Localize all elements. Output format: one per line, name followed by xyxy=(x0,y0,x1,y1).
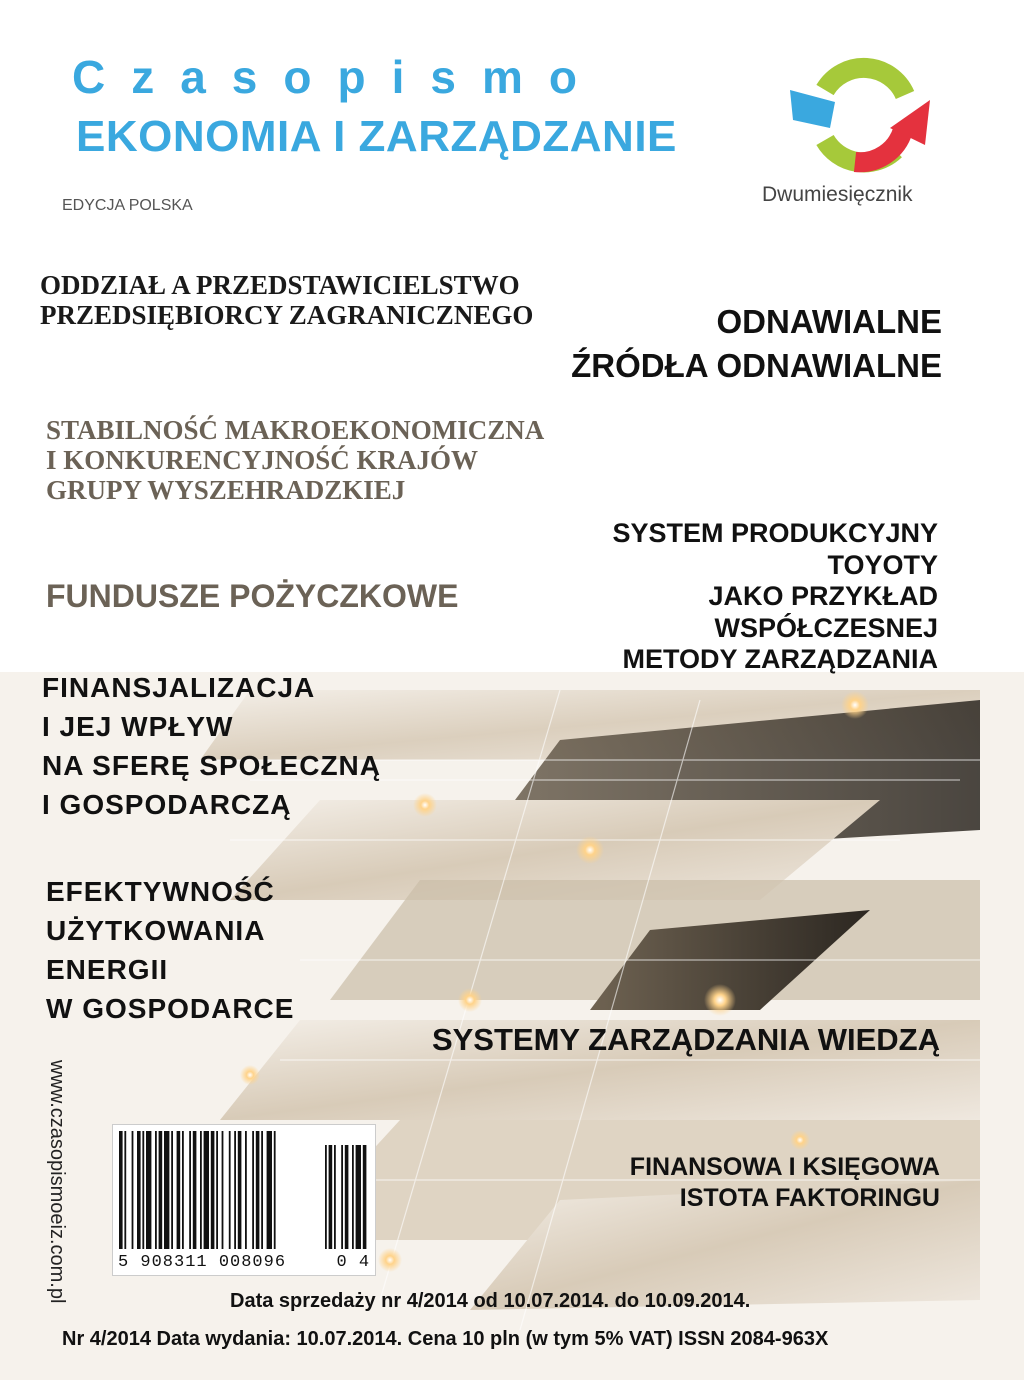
article-financialization-line: FINANSJALIZACJA xyxy=(42,672,316,703)
article-renewable-line: ŹRÓDŁA ODNAWIALNE xyxy=(571,347,942,384)
article-toyota-line: WSPÓŁCZESNEJ xyxy=(714,612,938,643)
article-branch xyxy=(40,270,533,330)
article-financialization-line: I GOSPODARCZĄ xyxy=(42,789,292,820)
article-branch-line: PRZEDSIĘBIORCY ZAGRANICZNEGO xyxy=(40,300,534,330)
article-toyota-line: TOYOTY xyxy=(827,549,938,580)
article-energy-line: W GOSPODARCE xyxy=(46,993,295,1024)
article-stability-line: I KONKURENCYJNOŚĆ KRAJÓW xyxy=(46,445,479,475)
article-energy-line: ENERGII xyxy=(46,954,169,985)
article-financialization-line: NA SFERĘ SPOŁECZNĄ xyxy=(42,750,381,781)
circular-arrows-logo-icon xyxy=(785,50,935,180)
article-stability-line: STABILNOŚĆ MAKROEKONOMICZNA xyxy=(46,415,545,445)
article-energy-line: EFEKTYWNOŚĆ xyxy=(46,876,275,907)
barcode-main-number: 5 908311 008096 xyxy=(118,1253,287,1272)
barcode-addon-number: 0 4 xyxy=(336,1253,371,1272)
magazine-title: EKONOMIA I ZARZĄDZANIE xyxy=(76,112,677,161)
article-branch-line: ODDZIAŁ A PRZEDSTAWICIELSTWO xyxy=(40,270,520,300)
article-loan-funds: FUNDUSZE POŻYCZKOWE xyxy=(46,578,459,614)
article-knowledge: SYSTEMY ZARZĄDZANIA WIEDZĄ xyxy=(431,1022,940,1057)
article-financialization xyxy=(42,668,381,824)
article-energy-line: UŻYTKOWANIA xyxy=(46,915,266,946)
article-stability xyxy=(46,415,544,505)
frequency-label: Dwumiesięcznik xyxy=(762,183,913,206)
article-factoring xyxy=(630,1152,940,1214)
article-toyota xyxy=(612,518,938,676)
article-renewable-line: ODNAWIALNE xyxy=(716,303,942,340)
article-energy xyxy=(46,872,294,1028)
magazine-word: Czasopismo xyxy=(72,51,603,103)
sale-dates: Data sprzedaży nr 4/2014 od 10.07.2014. do 10.09.2014. xyxy=(230,1290,751,1312)
article-stability-line: GRUPY WYSZEHRADZKIEJ xyxy=(46,475,406,505)
issue-info: Nr 4/2014 Data wydania: 10.07.2014. Cena 10 pln (w tym 5% VAT) ISSN 2084-963X xyxy=(62,1328,829,1350)
website-url xyxy=(42,1060,72,1320)
barcode-number xyxy=(118,1253,370,1272)
article-toyota-line: SYSTEM PRODUKCYJNY xyxy=(612,518,938,548)
edition-label: EDYCJA POLSKA xyxy=(62,197,193,214)
article-financialization-line: I JEJ WPŁYW xyxy=(42,711,234,742)
article-toyota-line: JAKO PRZYKŁAD xyxy=(708,581,938,611)
website-url-text: www.czasopismoeiz.com.pl xyxy=(46,1060,68,1304)
article-toyota-line: METODY ZARZĄDZANIA xyxy=(622,644,938,674)
article-renewable xyxy=(571,300,942,388)
article-factoring-line: ISTOTA FAKTORINGU xyxy=(679,1184,940,1212)
article-factoring-line: FINANSOWA I KSIĘGOWA xyxy=(629,1153,940,1181)
